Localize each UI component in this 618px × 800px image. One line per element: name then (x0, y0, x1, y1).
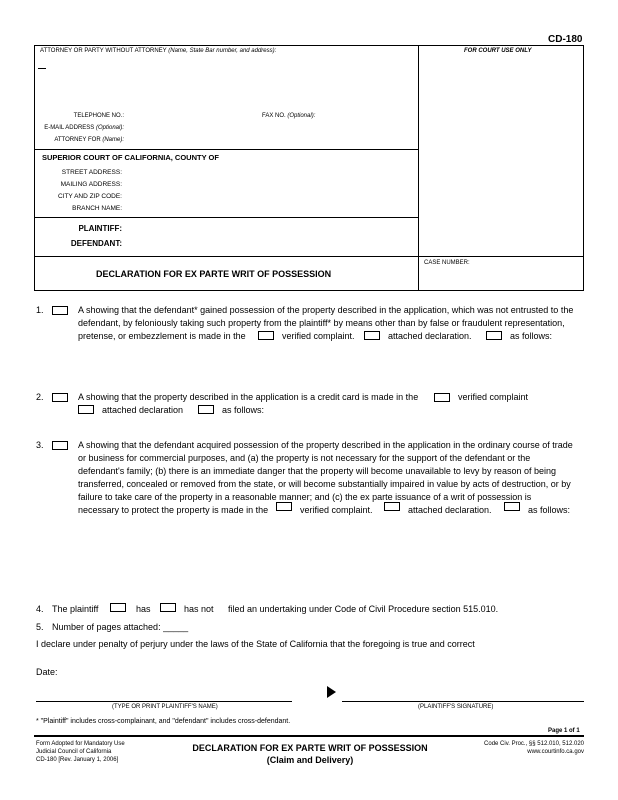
footnote: * "Plaintiff" includes cross-complainant, and "defendant" includes cross-defendant. (36, 718, 291, 725)
item-1-verified-label: verified complaint. (282, 331, 355, 341)
branch-name-label: BRANCH NAME: (72, 205, 122, 212)
document-title: DECLARATION FOR EX PARTE WRIT OF POSSESSION (96, 269, 332, 279)
item-2-checkbox[interactable] (52, 393, 68, 402)
signature-line (342, 701, 584, 702)
code-citation: Code Civ. Proc., §§ 512.010, 512.020 www.courtinfo.ca.gov (484, 741, 584, 755)
page-number: Page 1 of 1 (548, 728, 580, 734)
form-number: CD-180 (548, 34, 583, 45)
court-use-label: FOR COURT USE ONLY (464, 48, 532, 54)
email-label: E-MAIL ADDRESS (Optional): (44, 125, 124, 131)
date-label: Date: (36, 667, 58, 677)
item-2-attached-label: attached declaration (102, 405, 184, 415)
item-4-hasnot-label: has not (184, 604, 214, 614)
mailing-address-label: MAILING ADDRESS: (60, 181, 122, 188)
item-2-attached-checkbox[interactable] (78, 405, 94, 414)
item-3-verified-label: verified complaint. (300, 505, 373, 515)
signature-arrow-icon (327, 686, 336, 698)
item-1-text: A showing that the defendant* gained possession of the property described in the application, which was not entrusted to the defendant, by feloniously taking such property from the plaintiff* by means other than by false or fraudulent representation, pretense, or embezzlement is made in the (78, 305, 574, 341)
item-3-text: A showing that the defendant acquired possession of the property described in the application in the ordinary course of trade or business for commercial purposes, and (a) the property is not necessary for the support of the defendant or the defendant's family; (b) there is an immediate danger that the property will become unavailable to levy by reason of being transferred, concealed or removed from the state, or will become substantially impaired in value by acts of destruction, or by failure to take care of the property in a reasonable manner; and (c) the ex parte issuance of a writ of possession is necessary to protect the property is made in the (78, 440, 573, 515)
attorney-label: ATTORNEY OR PARTY WITHOUT ATTORNEY (Name, State Bar number, and address): (40, 48, 277, 54)
street-address-label: STREET ADDRESS: (61, 169, 122, 176)
item-4-hasnot-checkbox[interactable] (160, 603, 176, 612)
item-4-has-label: has (136, 604, 151, 614)
item-3-verified-checkbox[interactable] (276, 502, 292, 511)
item-1-attached-checkbox[interactable] (364, 331, 380, 340)
divider-attorney (34, 149, 418, 150)
item-3-follows-label: as follows: (528, 505, 571, 515)
item-1-follows-checkbox[interactable] (486, 331, 502, 340)
form-adopted-block: Form Adopted for Mandatory Use Judicial Council of California CD-180 [Rev. January 1, 2006] (36, 741, 125, 763)
caption-box (34, 45, 584, 291)
case-number-label: CASE NUMBER: (424, 260, 470, 266)
city-zip-label: CITY AND ZIP CODE: (57, 193, 122, 200)
item-3-number: 3. (36, 440, 44, 450)
item-1-follows-label: as follows: (510, 331, 553, 341)
footer-rule (34, 735, 584, 737)
item-2-follows-label: as follows: (222, 405, 265, 415)
item-3-follows-checkbox[interactable] (504, 502, 520, 511)
divider-court (34, 217, 418, 218)
item-2-follows-checkbox[interactable] (198, 405, 214, 414)
item-2-verified-label: verified complaint (458, 392, 529, 402)
attorney-field-line (38, 68, 46, 69)
item-5-number: 5. (36, 622, 44, 632)
item-4-plaintiff-text: The plaintiff (52, 604, 99, 614)
item-2-number: 2. (36, 392, 44, 402)
defendant-label: DEFENDANT: (70, 239, 122, 248)
item-1-attached-label: attached declaration. (388, 331, 472, 341)
item-2-text: A showing that the property described in the application is a credit card is made in the (78, 392, 419, 402)
type-name-label: (TYPE OR PRINT PLAINTIFF'S NAME) (112, 704, 218, 710)
plaintiff-label: PLAINTIFF: (78, 224, 122, 233)
signature-label: (PLAINTIFF'S SIGNATURE) (418, 704, 494, 710)
item-3-attached-checkbox[interactable] (384, 502, 400, 511)
item-2-verified-checkbox[interactable] (434, 393, 450, 402)
item-1-checkbox[interactable] (52, 306, 68, 315)
item-3-checkbox[interactable] (52, 441, 68, 450)
item-3-attached-label: attached declaration. (408, 505, 492, 515)
item-1-number: 1. (36, 305, 44, 315)
item-5-text: Number of pages attached: _____ (52, 622, 189, 632)
telephone-label: TELEPHONE NO.: (73, 113, 124, 119)
item-4-has-checkbox[interactable] (110, 603, 126, 612)
item-1-verified-checkbox[interactable] (258, 331, 274, 340)
footer-title: DECLARATION FOR EX PARTE WRIT OF POSSESSION (Claim and Delivery) (192, 743, 428, 765)
name-line (36, 701, 292, 702)
item-4-rest-text: filed an undertaking under Code of Civil Procedure section 515.010. (228, 604, 499, 614)
divider-parties (34, 256, 584, 257)
fax-label: FAX NO. (Optional): (262, 113, 316, 119)
court-use-divider (418, 45, 419, 291)
court-title: SUPERIOR COURT OF CALIFORNIA, COUNTY OF (42, 153, 219, 162)
attorney-for-label: ATTORNEY FOR (Name): (54, 137, 124, 143)
item-4-number: 4. (36, 604, 44, 614)
declaration-statement: I declare under penalty of perjury under the laws of the State of California that the foregoing is true and correct (36, 639, 475, 649)
